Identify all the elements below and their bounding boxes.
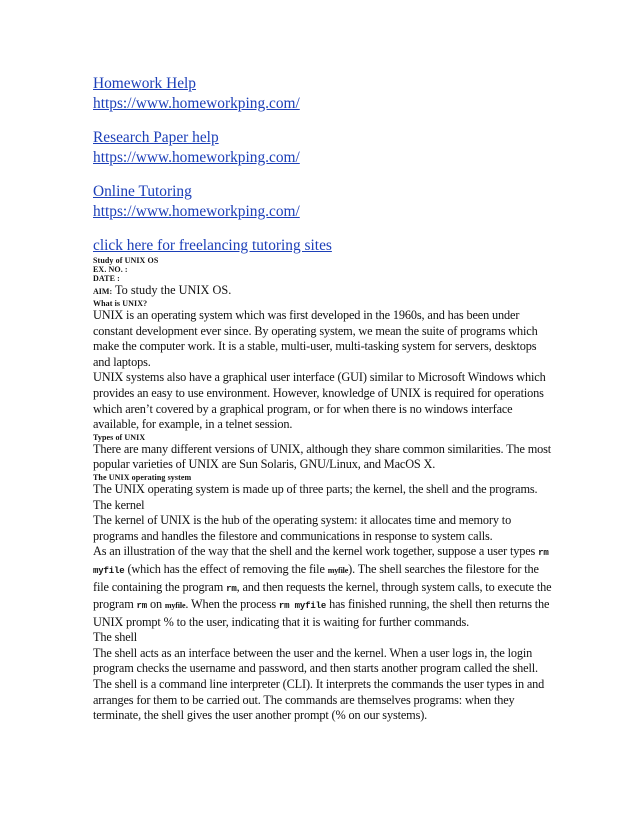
kernel-paragraph: The kernel of UNIX is the hub of the operating system: it allocates time and memory to programs and handles the filestore and communications in response to system calls.: [93, 513, 512, 543]
kernel-heading: The kernel: [93, 497, 145, 512]
file-name-myfile-2: myfile: [164, 601, 186, 611]
what-is-heading: What is UNIX?: [93, 299, 148, 308]
aim-row: [93, 283, 553, 299]
illus-text-7: has finished running, the shell then returns the UNIX prompt % to the user, indicating that it is waiting for further commands.: [93, 597, 550, 629]
illus-text-1: As an illustration of the way that the shell and the kernel work together, suppose a user types: [93, 544, 539, 559]
ex-no-label: EX. NO. :: [93, 265, 128, 274]
code-rm-myfile: rm myfile: [93, 548, 549, 576]
online-tutoring-link[interactable]: Online Tutoring: [93, 183, 192, 200]
code-rm: rm: [226, 583, 237, 594]
illus-text-2: (which has the effect of removing the file: [124, 561, 328, 576]
research-paper-link[interactable]: Research Paper help: [93, 129, 219, 146]
aim-text: To study the UNIX OS.: [114, 283, 232, 297]
types-paragraph: There are many different versions of UNIX, although they share common similarities. The most popular varieties of UNIX are Sun Solaris, GNU/Linux, and MacOS X.: [93, 441, 552, 472]
illustration-paragraph: [93, 544, 553, 630]
os-heading: The UNIX operating system: [93, 472, 192, 482]
freelancing-link[interactable]: click here for freelancing tutoring sites: [93, 237, 332, 254]
research-paper-url[interactable]: https://www.homeworkping.com/: [93, 149, 300, 166]
illus-text-4: , and then requests the kernel, through system calls, to execute the program: [93, 579, 552, 612]
intro-paragraph: UNIX is an operating system which was first developed in the 1960s, and has been under constant development ever since. By operating system, we mean the suite of programs which make the computer work. It is a stable, multi-user, multi-tasking system for servers, desktops and laptops.: [93, 308, 538, 369]
code-rm-myfile-2: rm myfile: [278, 601, 327, 612]
document-page: [93, 74, 553, 724]
shell-paragraph: The shell acts as an interface between the user and the kernel. When a user logs in, the login program checks the username and password, and then starts another program called the shell. The shell is a command line interpreter (CLI). It interprets the commands the user types in and arranges for them to be carried out. The commands are themselves programs: when they terminate, the shell gives the user another prompt (% on our systems).: [93, 645, 545, 723]
homework-help-link[interactable]: Homework Help: [93, 75, 197, 92]
date-label: DATE :: [93, 274, 120, 283]
shell-heading: The shell: [93, 630, 138, 645]
illus-text-5: on: [147, 597, 165, 612]
homework-help-url[interactable]: https://www.homeworkping.com/: [93, 95, 300, 112]
aim-label: AIM:: [93, 287, 113, 296]
doc-title: Study of UNIX OS: [93, 256, 159, 265]
file-name-myfile: myfile: [327, 565, 349, 575]
types-heading: Types of UNIX: [93, 432, 146, 442]
os-paragraph: The UNIX operating system is made up of three parts; the kernel, the shell and the programs.: [93, 481, 538, 496]
gui-paragraph: UNIX systems also have a graphical user interface (GUI) similar to Microsoft Windows which provides an easy to use environment. However, knowledge of UNIX is required for operations which aren’t covered by a graphical program, or for when there is no windows interface available, for example, in a telnet session.: [93, 370, 546, 432]
online-tutoring-url[interactable]: https://www.homeworkping.com/: [93, 203, 300, 220]
illus-text-3: ). The shell searches the filestore for the file containing the program: [93, 561, 539, 594]
illus-text-6: . When the process: [185, 597, 279, 612]
code-rm-2: rm: [136, 601, 148, 612]
